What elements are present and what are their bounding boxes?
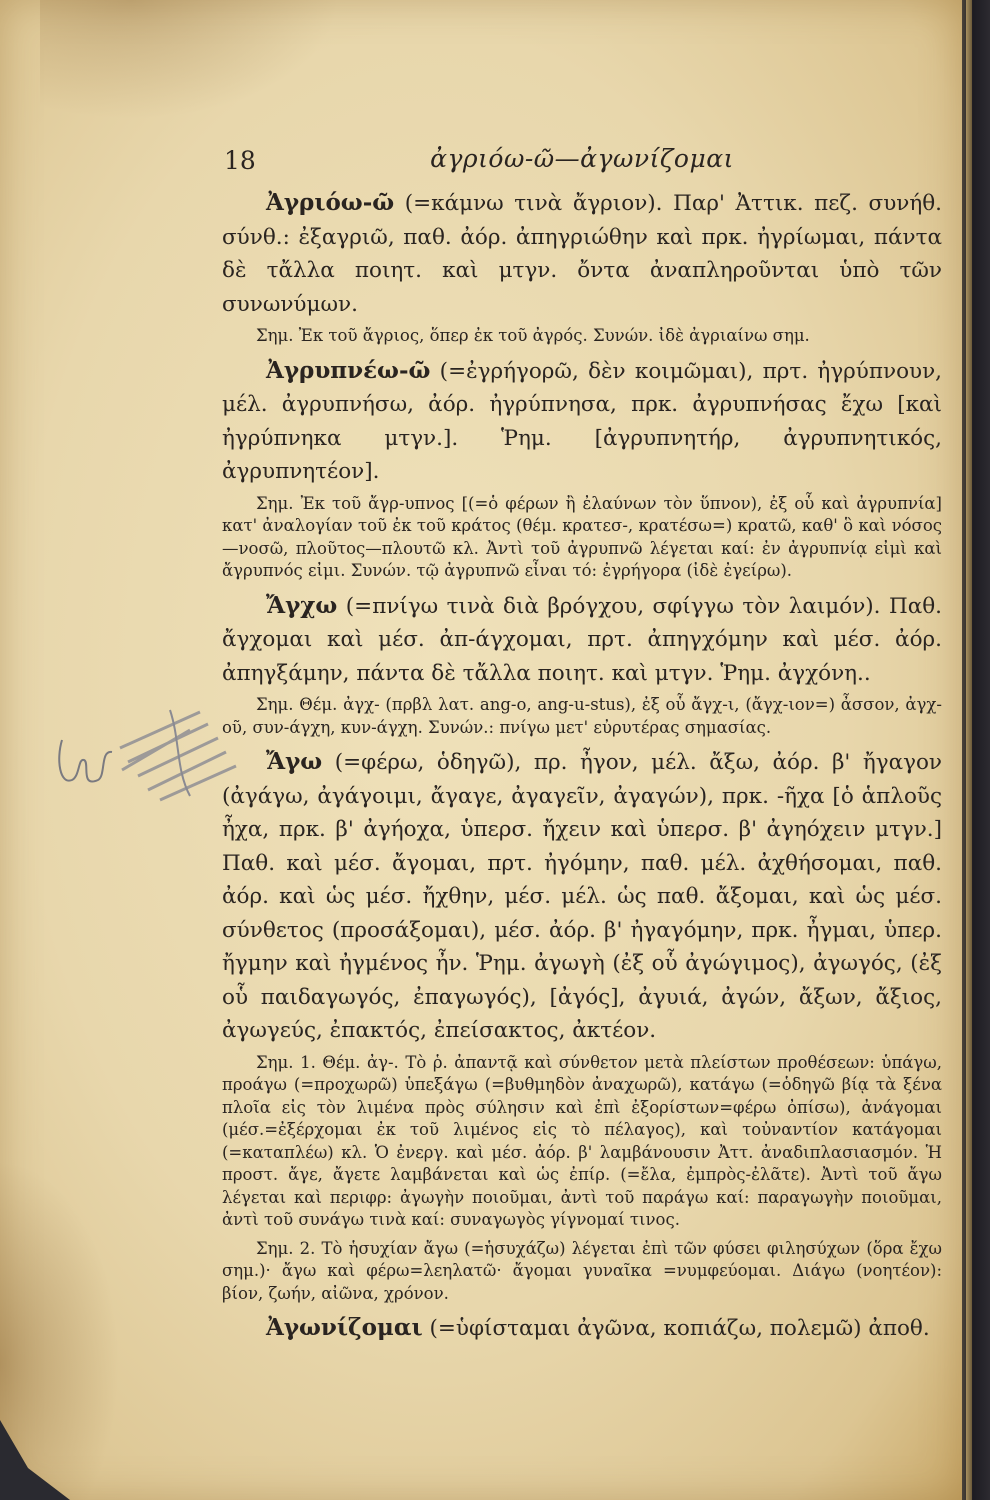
entry-headword: Ἀγριόω-ῶ bbox=[266, 189, 395, 216]
dictionary-entry bbox=[222, 186, 942, 321]
entry-note: Σημ. 1. Θέμ. ἀγ-. Τὸ ῥ. ἀπαντᾷ καὶ σύνθετον μετὰ πλείστων προθέσεων: ὑπάγω, προάγω (=προχωρῶ) ὑπεξάγω (=βυθμηδὸν ἀναχωρῶ), κατάγω (=ὁδηγῶ βίᾳ τὰ ξένα πλοῖα εἰς τὸν λιμένα πρὸς σύλησιν καὶ ἐπὶ ἐξορίστων=φέρω ὀπίσω), ἀνάγομαι (μέσ.=ἐξέρχομαι ἐκ τοῦ λιμένος εἰς τὸ πέλαγος), καὶ τοὐναντίον κατάγομαι (=καταπλέω) κλ. Ὁ ἐνεργ. καὶ μέσ. ἀόρ. β' λαμβάνουσιν Ἀττ. ἀναδιπλασιασμόν. Ἡ προστ. ἄγε, ἄγετε λαμβάνεται καὶ ὡς ἐπίρ. (=ἔλα, ἐμπρὸς-ἐλᾶτε). Ἀντὶ τοῦ ἄγω λέγεται καὶ περιφρ: ἀγωγὴν ποιοῦμαι, ἀντὶ τοῦ παράγω καί: παραγωγὴν ποιοῦμαι, ἀντὶ τοῦ συνάγω τινὰ καί: συναγωγὸς γίγνομαί τινος. bbox=[222, 1052, 942, 1229]
entry-text: (=φέρω, ὁδηγῶ), πρ. ἦγον, μέλ. ἄξω, ἀόρ. β' ἤγαγον (ἀγάγω, ἀγάγοιμι, ἄγαγε, ἀγαγεῖν, ἀγαγών), πρκ. -ῆχα [ὁ ἁπλοῦς ἦχα, πρκ. β' ἀγήοχα, ὑπερσ. ἤχειν καὶ ὑπερσ. β' ἀγηόχειν μτγν.] Παθ. καὶ μέσ. ἄγομαι, πρτ. ἠγόμην, παθ. μέλ. ἀχθήσομαι, παθ. ἀόρ. καὶ ὡς μέσ. ἤχθην, μέσ. μέλ. ὡς παθ. ἄξομαι, καὶ ὡς μέσ. σύνθετος (προσάξομαι), μέσ. ἀόρ. β' ἠγαγόμην, πρκ. ἦγμαι, ὑπερ. ἤγμην καὶ ἠγμένος ἦν. Ῥημ. ἀγωγὴ (ἐξ οὗ ἀγώγιμος), ἀγωγός, (ἐξ οὗ παιδαγωγός, ἐπαγωγός), [ἀγός], ἀγυιά, ἀγών, ἄξων, ἄξιος, ἀγωγεύς, ἐπακτός, ἐπείσακτος, ἀκτέον. bbox=[222, 750, 942, 1043]
book-spine-edge bbox=[966, 0, 972, 1500]
entry-note: Σημ. Ἐκ τοῦ ἄγρ-υπνος [(=ὁ φέρων ἢ ἐλαύνων τὸν ὕπνον), ἐξ οὗ καὶ ἀγρυπνία] κατ' ἀναλογίαν τοῦ ἐκ τοῦ κράτος (θέμ. κρατεσ-, κρατέσω=) κρατῶ, καθ' ὃ καὶ νόσος—νοσῶ, πλοῦτος—πλουτῶ κλ. Ἀντὶ τοῦ ἀγρυπνῶ λέγεται καί: ἐν ἀγρυπνίᾳ εἰμὶ καὶ ἄγρυπνός εἰμι. Συνών. τῷ ἀγρυπνῶ εἶναι τό: ἐγρήγορα (ἰδὲ ἐγείρω). bbox=[222, 493, 942, 580]
page-content bbox=[222, 140, 942, 1346]
paper-stain bbox=[40, 0, 340, 120]
dictionary-entry bbox=[222, 1311, 942, 1346]
entry-note: Σημ. Ἐκ τοῦ ἄγριος, ὅπερ ἐκ τοῦ ἀγρός. Συνών. ἰδὲ ἀγριαίνω σημ. bbox=[256, 326, 810, 345]
paper-stain bbox=[0, 1160, 120, 1500]
page-header bbox=[222, 140, 942, 186]
entry-text: (=πνίγω τινὰ διὰ βρόγχου, σφίγγω τὸν λαιμόν). Παθ. ἄγχομαι καὶ μέσ. ἀπ-άγχομαι, πρτ. ἀπηγχόμην καὶ μέσ. ἀόρ. ἀπηγξάμην, πάντα δὲ τἄλλα ποιητ. καὶ μτγν. Ῥημ. ἀγχόνη.. bbox=[222, 593, 942, 686]
running-head: ἀγριόω-ῶ—ἀγωνίζομαι bbox=[430, 144, 734, 173]
dictionary-entry bbox=[222, 589, 942, 691]
entry-text: (=κάμνω τινὰ ἄγριον). Παρ' Ἀττικ. πεζ. συνήθ. σύνθ.: ἐξαγριῶ, παθ. ἀόρ. ἀπηγριώθην καὶ πρκ. ἠγρίωμαι, πάντα δὲ τἄλλα ποιητ. καὶ μτγν. ὄντα ἀναπληροῦνται ὑπὸ τῶν συνωνύμων. bbox=[222, 191, 942, 317]
pencil-annotation bbox=[50, 700, 250, 820]
page-number: 18 bbox=[224, 146, 256, 175]
entry-text: (=ἐγρήγορῶ, δὲν κοιμῶμαι), πρτ. ἠγρύπνουν, μέλ. ἀγρυπνήσω, ἀόρ. ἠγρύπνησα, πρκ. ἀγρυπνήσας ἔχω [καὶ ἠγρύπνηκα μτγν.]. Ῥημ. [ἀγρυπνητήρ, ἀγρυπνητικός, ἀγρυπνητέον]. bbox=[222, 358, 942, 484]
entry-note: Σημ. Θέμ. ἀγχ- (πρβλ λατ. ang-o, ang-u-stus), ἐξ οὗ ἄγχ-ι, (ἄγχ-ιον=) ἆσσον, ἀγχ-οῦ, συν-άγχη, κυν-άγχη. Συνών.: πνίγω μετ' εὐρυτέρας σημασίας. bbox=[222, 695, 942, 737]
dictionary-entry bbox=[222, 745, 942, 1048]
entry-text: (=ὑφίσταμαι ἀγῶνα, κοπιάζω, πολεμῶ) ἀποθ. bbox=[422, 1316, 930, 1341]
entry-headword: Ἀγρυπνέω-ῶ bbox=[266, 356, 431, 384]
entry-headword: Ἄγχω bbox=[266, 591, 338, 619]
entry-headword: Ἀγωνίζομαι bbox=[266, 1314, 423, 1341]
dictionary-entry bbox=[222, 354, 942, 489]
entry-headword: Ἄγω bbox=[266, 748, 323, 775]
entry-note: Σημ. 2. Τὸ ἡσυχίαν ἄγω (=ἡσυχάζω) λέγεται ἐπὶ τῶν φύσει φιλησύχων (ὅρα ἔχω σημ.)· ἄγω καὶ φέρω=λεηλατῶ· ἄγομαι γυναῖκα =νυμφεύομαι. Διάγω (νοητέον): βίον, ζωήν, αἰῶνα, χρόνον. bbox=[222, 1238, 942, 1303]
